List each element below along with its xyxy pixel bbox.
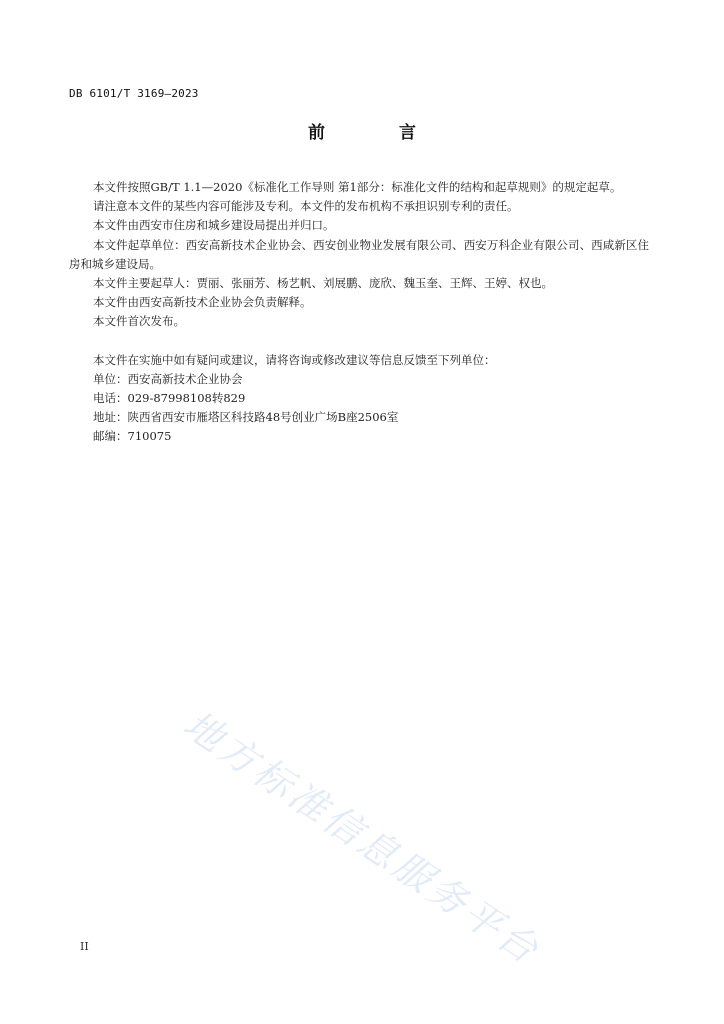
feedback-phone: 电话：029-87998108转829: [93, 391, 246, 406]
preface-body: [69, 178, 649, 447]
paragraph-proposer: 本文件由西安市住房和城乡建设局提出并归口。: [93, 218, 335, 233]
watermark: 地方标准信息服务平台: [175, 702, 549, 974]
feedback-postcode: 邮编：710075: [93, 429, 172, 444]
paragraph-interpretation: 本文件由西安高新技术企业协会负责解释。: [93, 295, 312, 310]
paragraph-spacer: [69, 332, 649, 351]
page-number: II: [80, 940, 89, 953]
feedback-unit: 单位：西安高新技术企业协会: [93, 371, 243, 386]
feedback-address: 地址：陕西省西安市雁塔区科技路48号创业广场B座2506室: [93, 410, 399, 425]
paragraph-drafting-units: 本文件起草单位：西安高新技术企业协会、西安创业物业发展有限公司、西安万科企业有限公司、西咸新区住房和城乡建设局。: [69, 237, 649, 271]
paragraph-patent-notice: 请注意本文件的某些内容可能涉及专利。本文件的发布机构不承担识别专利的责任。: [93, 199, 519, 214]
page-title: 前 言: [308, 123, 450, 143]
standard-code: DB 6101/T 3169—2023: [69, 87, 199, 100]
feedback-intro: 本文件在实施中如有疑问或建议，请将咨询或修改建议等信息反馈至下列单位：: [93, 352, 496, 367]
paragraph-first-release: 本文件首次发布。: [93, 314, 185, 329]
paragraph-drafters: 本文件主要起草人：贾丽、张丽芳、杨艺帆、刘展鹏、庞欣、魏玉奎、王辉、王婷、权也。: [93, 276, 553, 291]
paragraph-drafting-rules: 本文件按照GB/T 1.1—2020《标准化工作导则 第1部分：标准化文件的结构和起草规则》的规定起草。: [93, 180, 622, 194]
